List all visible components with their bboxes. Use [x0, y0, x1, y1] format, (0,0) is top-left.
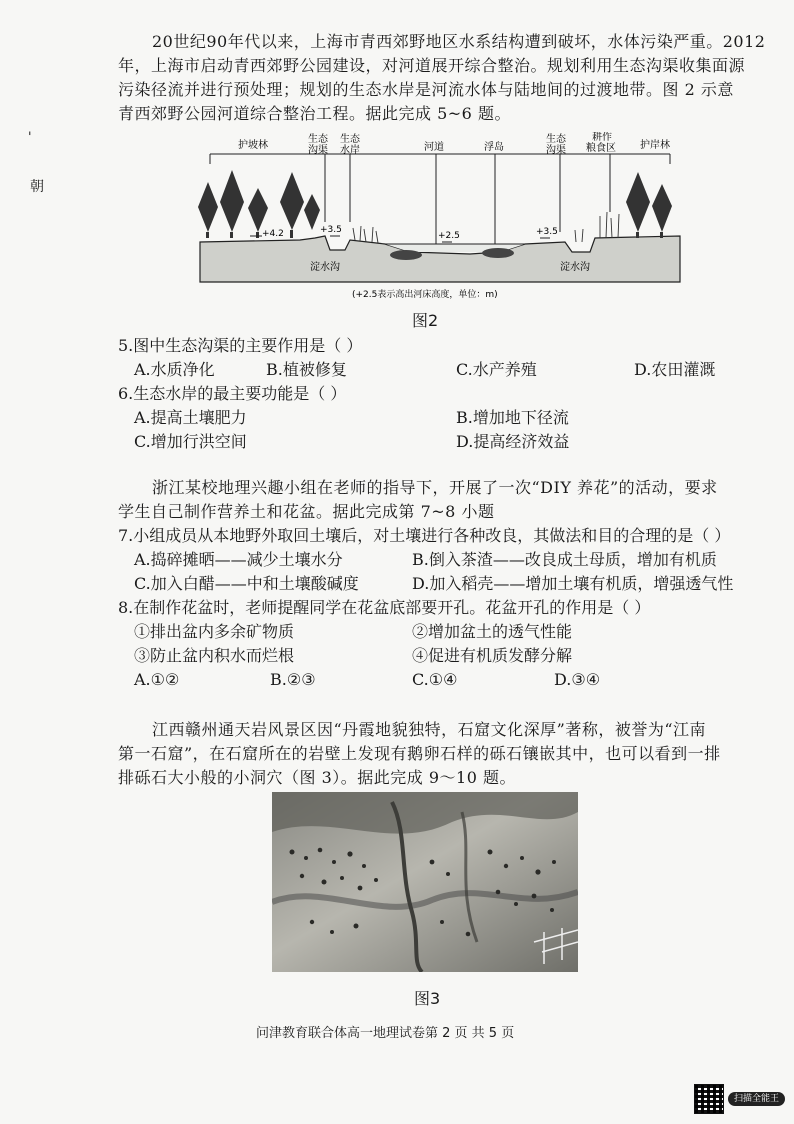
label-eco-ditch-right-1: 生态	[546, 134, 566, 145]
intro-paragraph-2	[118, 476, 778, 524]
cave-wall-photo-svg	[272, 792, 578, 972]
label-h25: +2.5	[438, 231, 460, 241]
figure-3-photo	[272, 792, 578, 972]
intro1-line: 青西郊野公园河道综合整治工程。据此完成 5~6 题。	[118, 104, 511, 123]
q6-option-a: A.提高土壤肥力	[134, 408, 247, 427]
question-6-stem: 6.生态水岸的最主要功能是（ ）	[118, 384, 347, 403]
intro-paragraph-3	[118, 718, 778, 790]
q6-option-d: D.提高经济效益	[456, 432, 570, 451]
label-eco-bank-2: 水岸	[340, 145, 360, 156]
intro3-line: 第一石窟”，在石窟所在的岩壁上发现有鹅卵石样的砾石镶嵌其中，也可以看到一排	[118, 744, 721, 763]
label-eco-bank-1: 生态	[340, 134, 360, 145]
question-8-stem: 8.在制作花盆时，老师提醒同学在花盆底部要开孔。花盆开孔的作用是（ ）	[118, 598, 651, 617]
label-h42: +4.2	[262, 229, 284, 239]
label-silt-ditch-right: 淀水沟	[560, 262, 590, 273]
q5-option-c: C.水产养殖	[456, 360, 537, 379]
intro1-line: 20世纪90年代以来，上海市青西郊野地区水系结构遭到破坏，水体污染严重。2012	[152, 32, 766, 51]
figure-2-diagram	[180, 132, 700, 302]
margin-char: 朝	[30, 179, 44, 195]
q7-option-d: D.加入稻壳——增加土壤有机质，增强透气性	[412, 574, 734, 593]
label-hedao: 河道	[424, 142, 444, 153]
intro1-line: 污染径流并进行预处理；规划的生态水岸是河流水体与陆地间的过渡地带。图 2 示意	[118, 80, 734, 99]
label-huanlin: 护岸林	[640, 140, 670, 151]
label-h35-right: +3.5	[536, 227, 558, 237]
label-eco-ditch-left-1: 生态	[308, 134, 328, 145]
question-5-stem: 5.图中生态沟渠的主要作用是（ ）	[118, 336, 363, 355]
q5-option-a: A.水质净化	[134, 360, 215, 379]
intro1-line: 年，上海市启动青西郊野公园建设，对河道展开综合整治。规划利用生态沟渠收集面源	[118, 56, 746, 75]
q8-option-a: A.①②	[134, 670, 180, 689]
qr-code-icon	[694, 1084, 724, 1114]
label-farm-2: 粮食区	[586, 143, 616, 154]
q7-option-a: A.捣碎摊晒——减少土壤水分	[134, 550, 343, 569]
q8-option-d: D.③④	[554, 670, 601, 689]
q8-statement-2: ②增加盆土的透气性能	[412, 622, 573, 641]
intro3-line: 江西赣州通天岩风景区因“丹霞地貌独特，石窟文化深厚”著称，被誉为“江南	[152, 720, 707, 739]
q7-option-b: B.倒入茶渣——改良成土母质，增加有机质	[412, 550, 717, 569]
q7-option-c: C.加入白醋——中和土壤酸碱度	[134, 574, 359, 593]
label-eco-ditch-left-2: 沟渠	[308, 145, 328, 156]
q5-option-b: B.植被修复	[266, 360, 347, 379]
figure-3-caption: 图3	[414, 989, 441, 1008]
q8-option-b: B.②③	[270, 670, 316, 689]
q8-statement-1: ①排出盆内多余矿物质	[134, 622, 295, 641]
label-fudao: 浮岛	[484, 142, 504, 153]
intro2-line: 学生自己制作营养土和花盆。据此完成第 7~8 小题	[118, 502, 495, 521]
q8-statement-3: ③防止盆内积水而烂根	[134, 646, 295, 665]
label-silt-ditch-left: 淀水沟	[310, 262, 340, 273]
margin-tick: '	[28, 130, 32, 145]
figure2-note: (+2.5表示高出河床高度，单位：m)	[352, 290, 498, 300]
label-eco-ditch-right-2: 沟渠	[546, 145, 566, 156]
scanner-badge: 扫描全能王	[728, 1092, 785, 1106]
q8-option-c: C.①④	[412, 670, 458, 689]
q5-option-d: D.农田灌溉	[634, 360, 716, 379]
figure-2-caption: 图2	[412, 311, 439, 330]
intro2-line: 浙江某校地理兴趣小组在老师的指导下，开展了一次“DIY 养花”的活动，要求	[152, 478, 718, 497]
river-cross-section-svg	[180, 132, 700, 302]
label-h35-left: +3.5	[320, 225, 342, 235]
scanner-watermark	[694, 1084, 785, 1114]
page-footer: 问津教育联合体高一地理试卷第 2 页 共 5 页	[256, 1026, 515, 1041]
intro-paragraph-1	[118, 30, 778, 126]
label-farm-1: 耕作	[592, 132, 612, 143]
q6-option-b: B.增加地下径流	[456, 408, 569, 427]
label-hupolin: 护坡林	[238, 140, 268, 151]
question-7-stem: 7.小组成员从本地野外取回土壤后，对土壤进行各种改良，其做法和目的合理的是（ ）	[118, 526, 731, 545]
q8-statement-4: ④促进有机质发酵分解	[412, 646, 573, 665]
q6-option-c: C.增加行洪空间	[134, 432, 247, 451]
intro3-line: 排砾石大小般的小洞穴（图 3）。据此完成 9～10 题。	[118, 768, 516, 787]
